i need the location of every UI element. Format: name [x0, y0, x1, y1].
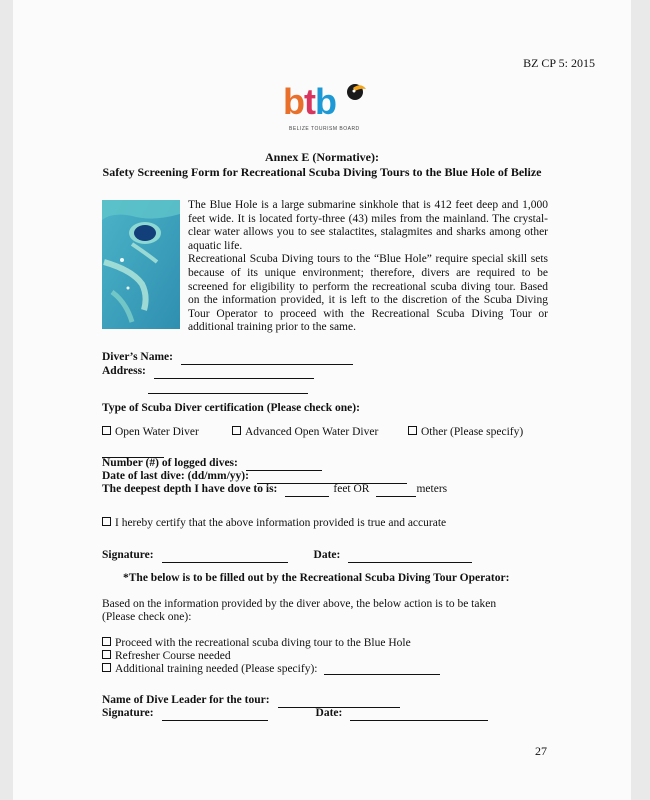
last-dive-label: Date of last dive: (dd/mm/yy): [102, 470, 249, 482]
document-code: BZ CP 5: 2015 [523, 56, 595, 70]
operator-signature-row [102, 703, 488, 721]
logo-wordmark: btb [283, 81, 336, 122]
meters-label: meters [416, 483, 448, 495]
dive-leader-label: Name of Dive Leader for the tour: [102, 694, 270, 706]
address-field-line-2[interactable] [148, 383, 308, 394]
deepest-depth-row [102, 479, 447, 497]
operator-date-field[interactable] [350, 710, 488, 721]
depth-meters-field[interactable] [376, 486, 416, 497]
toucan-icon [343, 80, 367, 102]
address-row-2 [148, 376, 308, 394]
training-specify-field[interactable] [324, 664, 440, 675]
logged-dives-label: Number (#) of logged dives: [102, 457, 238, 469]
checkbox-advanced[interactable] [232, 426, 241, 435]
operator-option-proceed[interactable]: Proceed with the recreational scuba diving tour to the Blue Hole [102, 637, 411, 649]
page-number: 27 [535, 744, 547, 758]
checkbox-proceed[interactable] [102, 637, 111, 646]
address-label: Address: [102, 365, 146, 377]
operator-signature-field[interactable] [162, 710, 268, 721]
feet-or-label: feet OR [333, 483, 370, 495]
checkbox-refresher[interactable] [102, 650, 111, 659]
cert-option-open-water[interactable]: Open Water Diver [102, 426, 199, 438]
logo-subtitle: BELIZE TOURISM BOARD [289, 126, 360, 132]
cert-heading: Type of Scuba Diver certification (Please check one): [102, 402, 360, 414]
document-page [13, 0, 631, 800]
checkbox-certify[interactable] [102, 517, 111, 526]
diver-signature-row [102, 545, 472, 563]
intro-text [188, 199, 548, 335]
checkbox-open-water[interactable] [102, 426, 111, 435]
diver-signature-field[interactable] [162, 552, 288, 563]
diver-date-field[interactable] [348, 552, 472, 563]
deepest-depth-label: The deepest depth I have dove to is: [102, 483, 278, 495]
annex-heading: Annex E (Normative): [265, 150, 379, 164]
checkbox-training[interactable] [102, 663, 111, 672]
cert-option-advanced[interactable]: Advanced Open Water Diver [232, 426, 378, 438]
intro-paragraph-1: The Blue Hole is a large submarine sinkhole that is 412 feet deep and 1,000 feet wide. It is located forty-three (43) miles from the mainland. The crystal-clear water allows you to see stalactites, stalagmites and sharks among other aquatic life. [188, 199, 548, 252]
date-label: Date: [313, 549, 341, 561]
form-title: Safety Screening Form for Recreational Scuba Diving Tours to the Blue Hole of Belize [102, 165, 542, 179]
operator-signature-label: Signature: [102, 707, 154, 719]
btb-logo [283, 80, 369, 140]
blue-hole-photo [102, 200, 180, 329]
operator-instruction-2: (Please check one): [102, 611, 192, 623]
operator-date-label: Date: [315, 707, 343, 719]
operator-heading: *The below is to be filled out by the Recreational Scuba Diving Tour Operator: [123, 572, 510, 584]
operator-option-training[interactable]: Additional training needed (Please specify): [102, 663, 440, 675]
certify-label: I hereby certify that the above information provided is true and accurate [115, 517, 447, 529]
certify-row[interactable] [102, 517, 446, 529]
cert-option-other[interactable]: Other (Please specify) [408, 426, 523, 438]
operator-option-refresher[interactable]: Refresher Course needed [102, 650, 231, 662]
depth-feet-field[interactable] [285, 486, 329, 497]
intro-paragraph-2: Recreational Scuba Diving tours to the “Blue Hole” require special skill sets because of its unique environment; therefore, divers are required to be screened for eligibility to perform the recreational scuba diving tour. Based on the information provided, it is left to the discretion of the Scuba Diving Tour Operator to proceed with the Recreational Scuba Diving Tour or additional training prior to the same. [188, 253, 548, 334]
operator-instruction: Based on the information provided by the diver above, the below action is to be taken [102, 598, 497, 610]
checkbox-other[interactable] [408, 426, 417, 435]
divers-name-label: Diver’s Name: [102, 351, 173, 363]
signature-label: Signature: [102, 549, 154, 561]
